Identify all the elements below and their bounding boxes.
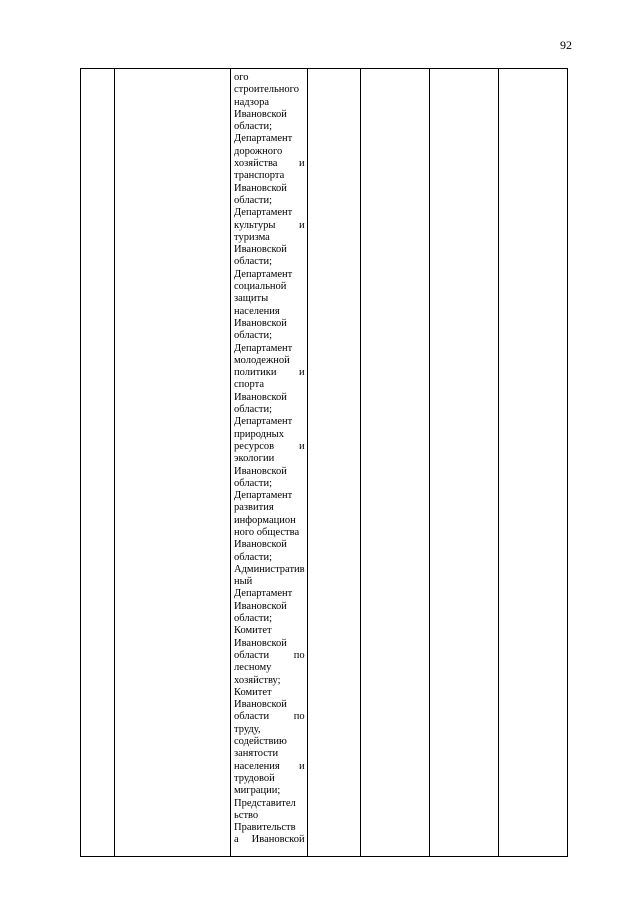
- cell-text-fragment: ресурсов: [234, 440, 275, 452]
- cell-text-fragment: Ивановской: [234, 699, 287, 711]
- cell-text-fragment: лесному: [234, 662, 272, 674]
- cell-text-line: [234, 318, 305, 330]
- executors-list: [231, 69, 307, 847]
- cell-text-fragment: Департамент: [234, 268, 293, 280]
- cell-text-fragment: по: [293, 649, 305, 661]
- table-cell-4: [307, 69, 360, 857]
- cell-text-line: [234, 146, 305, 158]
- cell-text-fragment: области: [234, 711, 270, 723]
- cell-text-line: [234, 650, 305, 662]
- cell-text-line: [234, 675, 305, 687]
- cell-text-fragment: населения: [234, 760, 280, 772]
- cell-text-fragment: миграции;: [234, 785, 281, 797]
- cell-text-line: [234, 798, 305, 810]
- cell-text-fragment: природных: [234, 428, 284, 440]
- cell-text-line: [234, 699, 305, 711]
- cell-text-line: [234, 662, 305, 674]
- cell-text-fragment: и: [298, 760, 305, 772]
- cell-text-fragment: Департамент: [234, 342, 293, 354]
- cell-text-line: [234, 404, 305, 416]
- cell-text-fragment: и: [298, 219, 305, 231]
- cell-text-line: [234, 687, 305, 699]
- cell-text-fragment: культуры: [234, 219, 276, 231]
- cell-text-fragment: Ивановской: [251, 834, 305, 846]
- cell-text-fragment: хозяйства: [234, 158, 278, 170]
- cell-text-fragment: Департамент: [234, 207, 293, 219]
- cell-text-line: [234, 539, 305, 551]
- cell-text-line: [234, 109, 305, 121]
- cell-text-line: [234, 97, 305, 109]
- cell-text-line: [234, 588, 305, 600]
- cell-text-fragment: туризма: [234, 231, 270, 243]
- table-cell-6: [429, 69, 498, 857]
- cell-text-line: [234, 502, 305, 514]
- cell-text-fragment: транспорта: [234, 170, 285, 182]
- cell-text-fragment: Департамент: [234, 416, 293, 428]
- cell-text-line: [234, 281, 305, 293]
- cell-text-fragment: Правительств: [234, 822, 296, 834]
- cell-text-fragment: Ивановской: [234, 317, 287, 329]
- cell-text-line: [234, 133, 305, 145]
- cell-text-fragment: Комитет: [234, 686, 272, 698]
- cell-text-line: [234, 293, 305, 305]
- cell-text-fragment: Департамент: [234, 133, 293, 145]
- cell-text-fragment: Ивановской: [234, 465, 287, 477]
- cell-text-line: [234, 625, 305, 637]
- cell-text-fragment: информацион: [234, 514, 296, 526]
- cell-text-line: [234, 269, 305, 281]
- cell-text-line: [234, 527, 305, 539]
- table-cell-7: [498, 69, 567, 857]
- cell-text-fragment: трудовой: [234, 772, 275, 784]
- cell-text-line: [234, 392, 305, 404]
- cell-text-fragment: области;: [234, 194, 273, 206]
- cell-text-line: [234, 306, 305, 318]
- cell-text-line: [234, 183, 305, 195]
- cell-text-line: [234, 613, 305, 625]
- cell-text-fragment: защиты: [234, 293, 269, 305]
- cell-text-fragment: содействию: [234, 736, 287, 748]
- page-number: 92: [560, 38, 572, 52]
- cell-text-line: [234, 724, 305, 736]
- cell-text-fragment: надзора: [234, 96, 269, 108]
- cell-text-fragment: и: [298, 367, 305, 379]
- cell-text-line: [234, 810, 305, 822]
- cell-text-line: [234, 601, 305, 613]
- cell-text-line: [234, 416, 305, 428]
- cell-text-fragment: и: [298, 158, 305, 170]
- cell-text-line: [234, 170, 305, 182]
- cell-text-line: [234, 121, 305, 133]
- cell-text-line: [234, 711, 305, 723]
- cell-text-line: [234, 748, 305, 760]
- cell-text-line: [234, 834, 305, 846]
- cell-text-line: [234, 355, 305, 367]
- cell-text-line: [234, 429, 305, 441]
- cell-text-fragment: ьство: [234, 809, 259, 821]
- cell-text-fragment: хозяйству;: [234, 674, 281, 686]
- cell-text-fragment: Представител: [234, 797, 296, 809]
- cell-text-fragment: дорожного: [234, 145, 283, 157]
- cell-text-line: [234, 490, 305, 502]
- cell-text-fragment: Ивановской: [234, 182, 287, 194]
- cell-text-fragment: Комитет: [234, 625, 272, 637]
- cell-text-fragment: Ивановской: [234, 600, 287, 612]
- table-cell-2: [115, 69, 231, 857]
- cell-text-fragment: экологии: [234, 453, 275, 465]
- cell-text-fragment: Ивановской: [234, 108, 287, 120]
- cell-text-line: [234, 256, 305, 268]
- cell-text-line: [234, 84, 305, 96]
- cell-text-line: [234, 244, 305, 256]
- cell-text-line: [234, 158, 305, 170]
- cell-text-fragment: занятости: [234, 748, 279, 760]
- cell-text-fragment: и: [298, 440, 305, 452]
- cell-text-fragment: области;: [234, 477, 273, 489]
- document-table: [80, 68, 568, 857]
- cell-text-fragment: Департамент: [234, 588, 293, 600]
- table-row: [81, 69, 568, 857]
- cell-text-line: [234, 220, 305, 232]
- cell-text-fragment: Административ: [234, 563, 305, 575]
- cell-text-fragment: населения: [234, 305, 280, 317]
- cell-text-fragment: труду,: [234, 723, 261, 735]
- cell-text-line: [234, 232, 305, 244]
- cell-text-fragment: Ивановской: [234, 539, 287, 551]
- cell-text-line: [234, 466, 305, 478]
- table-cell-executors: [231, 69, 308, 857]
- cell-text-fragment: развития: [234, 502, 274, 514]
- cell-text-fragment: молодежной: [234, 354, 290, 366]
- cell-text-fragment: Ивановской: [234, 637, 287, 649]
- cell-text-line: [234, 195, 305, 207]
- cell-text-line: [234, 785, 305, 797]
- cell-text-line: [234, 453, 305, 465]
- cell-text-fragment: социальной: [234, 281, 287, 293]
- cell-text-fragment: области;: [234, 256, 273, 268]
- cell-text-line: [234, 515, 305, 527]
- cell-text-fragment: по: [293, 711, 305, 723]
- cell-text-line: [234, 207, 305, 219]
- cell-text-line: [234, 564, 305, 576]
- cell-text-line: [234, 343, 305, 355]
- cell-text-line: [234, 478, 305, 490]
- cell-text-fragment: ного общества: [234, 526, 300, 538]
- cell-text-fragment: Департамент: [234, 490, 293, 502]
- cell-text-fragment: ный: [234, 576, 253, 588]
- cell-text-fragment: области;: [234, 404, 273, 416]
- cell-text-line: [234, 552, 305, 564]
- cell-text-line: [234, 638, 305, 650]
- table-cell-1: [81, 69, 115, 857]
- cell-text-line: [234, 379, 305, 391]
- cell-text-line: [234, 330, 305, 342]
- table-cell-5: [360, 69, 429, 857]
- cell-text-line: [234, 773, 305, 785]
- cell-text-fragment: области;: [234, 121, 273, 133]
- cell-text-fragment: политики: [234, 367, 277, 379]
- cell-text-line: [234, 441, 305, 453]
- cell-text-line: [234, 72, 305, 84]
- cell-text-line: [234, 736, 305, 748]
- cell-text-line: [234, 761, 305, 773]
- cell-text-fragment: ого: [234, 72, 249, 83]
- cell-text-fragment: области;: [234, 551, 273, 563]
- cell-text-fragment: области: [234, 649, 270, 661]
- cell-text-fragment: области;: [234, 613, 273, 625]
- cell-text-fragment: Ивановской: [234, 244, 287, 256]
- cell-text-fragment: Ивановской: [234, 391, 287, 403]
- cell-text-fragment: строительного: [234, 84, 299, 96]
- cell-text-fragment: области;: [234, 330, 273, 342]
- cell-text-fragment: спорта: [234, 379, 265, 391]
- cell-text-line: [234, 822, 305, 834]
- cell-text-fragment: а: [234, 834, 239, 846]
- cell-text-line: [234, 576, 305, 588]
- cell-text-line: [234, 367, 305, 379]
